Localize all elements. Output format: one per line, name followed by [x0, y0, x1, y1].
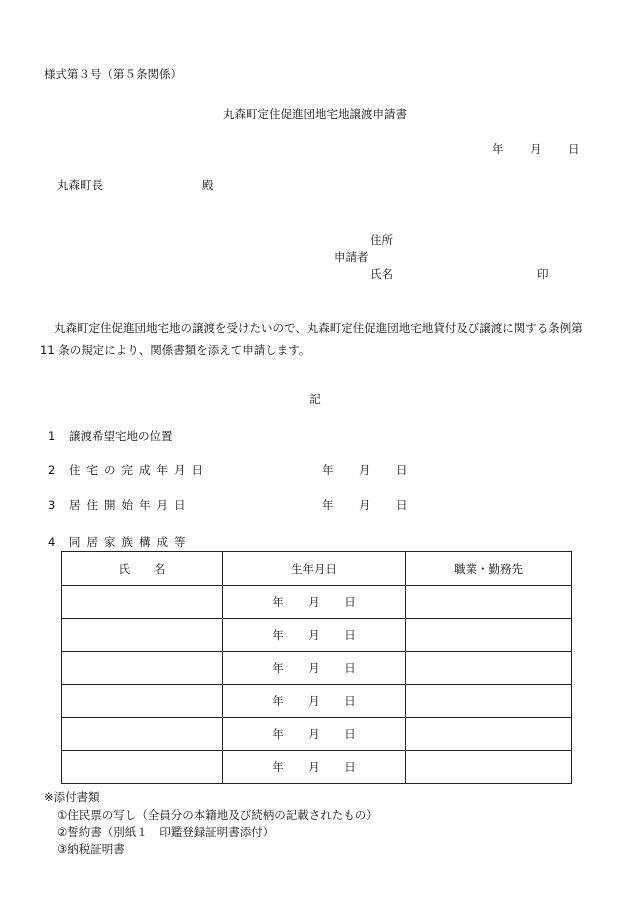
date-year: 年 [272, 727, 284, 741]
family-job-cell[interactable] [406, 685, 572, 718]
item-label: 居住開始年月日 [69, 498, 192, 512]
family-dob-cell[interactable] [223, 685, 406, 718]
family-job-cell[interactable] [406, 718, 572, 751]
family-name-cell[interactable] [62, 718, 223, 751]
table-row [62, 652, 572, 685]
item-3-date [322, 499, 408, 513]
table-row [62, 718, 572, 751]
family-name-cell[interactable] [62, 652, 223, 685]
applicant-address-label: 住所 [370, 233, 393, 247]
family-name-cell[interactable] [62, 751, 223, 784]
table-header-row [62, 552, 572, 586]
addressee [57, 179, 214, 193]
attachment-item: ③納税証明書 [57, 842, 125, 856]
table-row [62, 751, 572, 784]
attachment-item: ②誓約書（別紙１ 印鑑登録証明書添付） [57, 825, 275, 839]
date-month: 月 [308, 661, 320, 675]
date-month: 月 [530, 142, 542, 156]
date-day: 日 [344, 595, 356, 609]
item-label: 住宅の完成年月日 [69, 463, 209, 477]
item-number: 3 [48, 498, 56, 512]
attachment-item: ①住民票の写し（全員分の本籍地及び続柄の記載されたもの） [57, 808, 378, 822]
ki-heading: 記 [309, 392, 321, 406]
header-name: 氏名 [62, 552, 223, 586]
addressee-name: 丸森町長 [57, 178, 103, 192]
date-day: 日 [396, 498, 408, 512]
date-month: 月 [308, 694, 320, 708]
date-month: 月 [359, 463, 371, 477]
item-3 [48, 499, 192, 513]
item-1 [48, 430, 173, 444]
family-job-cell[interactable] [406, 586, 572, 619]
form-number: 様式第３号（第５条関係） [44, 67, 182, 81]
date-day: 日 [344, 760, 356, 774]
date-month: 月 [359, 498, 371, 512]
date-year: 年 [272, 628, 284, 642]
item-number: 1 [48, 429, 56, 443]
document-title: 丸森町定住促進団地宅地譲渡申請書 [223, 107, 407, 121]
date-year: 年 [272, 595, 284, 609]
date-month: 月 [308, 628, 320, 642]
seal-mark: 印 [537, 267, 549, 281]
date-year: 年 [272, 661, 284, 675]
family-job-cell[interactable] [406, 652, 572, 685]
family-name-cell[interactable] [62, 586, 223, 619]
table-row [62, 619, 572, 652]
item-4 [48, 536, 192, 550]
item-2 [48, 464, 209, 478]
family-dob-cell[interactable] [223, 619, 406, 652]
family-table [61, 551, 572, 784]
header-job: 職業・勤務先 [406, 552, 572, 586]
family-dob-cell[interactable] [223, 751, 406, 784]
item-number: 2 [48, 463, 56, 477]
date-year: 年 [322, 498, 334, 512]
date-day: 日 [344, 661, 356, 675]
header-dob: 生年月日 [223, 552, 406, 586]
item-label: 同居家族構成等 [69, 535, 192, 549]
family-job-cell[interactable] [406, 751, 572, 784]
table-row [62, 685, 572, 718]
item-2-date [322, 464, 408, 478]
family-name-cell[interactable] [62, 619, 223, 652]
date-month: 月 [308, 595, 320, 609]
date-month: 月 [308, 727, 320, 741]
family-name-cell[interactable] [62, 685, 223, 718]
body-paragraph: 丸森町定住促進団地宅地の譲渡を受けたいので、丸森町定住促進団地宅地貸付及び譲渡に関する条例第 11 条の規定により、関係書類を添えて申請します。 [40, 321, 583, 357]
addressee-honorific: 殿 [202, 178, 214, 192]
applicant-label: 申請者 [334, 250, 369, 264]
family-dob-cell[interactable] [223, 586, 406, 619]
date-day: 日 [344, 727, 356, 741]
family-job-cell[interactable] [406, 619, 572, 652]
date-month: 月 [308, 760, 320, 774]
date-year: 年 [492, 142, 504, 156]
date-day: 日 [568, 142, 580, 156]
attachments-heading: ※添付書類 [44, 790, 100, 804]
item-label: 譲渡希望宅地の位置 [69, 429, 173, 443]
family-dob-cell[interactable] [223, 652, 406, 685]
date-year: 年 [272, 694, 284, 708]
date-day: 日 [344, 628, 356, 642]
item-number: 4 [48, 535, 56, 549]
date-day: 日 [396, 463, 408, 477]
date-day: 日 [344, 694, 356, 708]
family-dob-cell[interactable] [223, 718, 406, 751]
date-year: 年 [322, 463, 334, 477]
application-date [492, 143, 580, 157]
applicant-name-label: 氏名 [370, 267, 393, 281]
date-year: 年 [272, 760, 284, 774]
table-row [62, 586, 572, 619]
